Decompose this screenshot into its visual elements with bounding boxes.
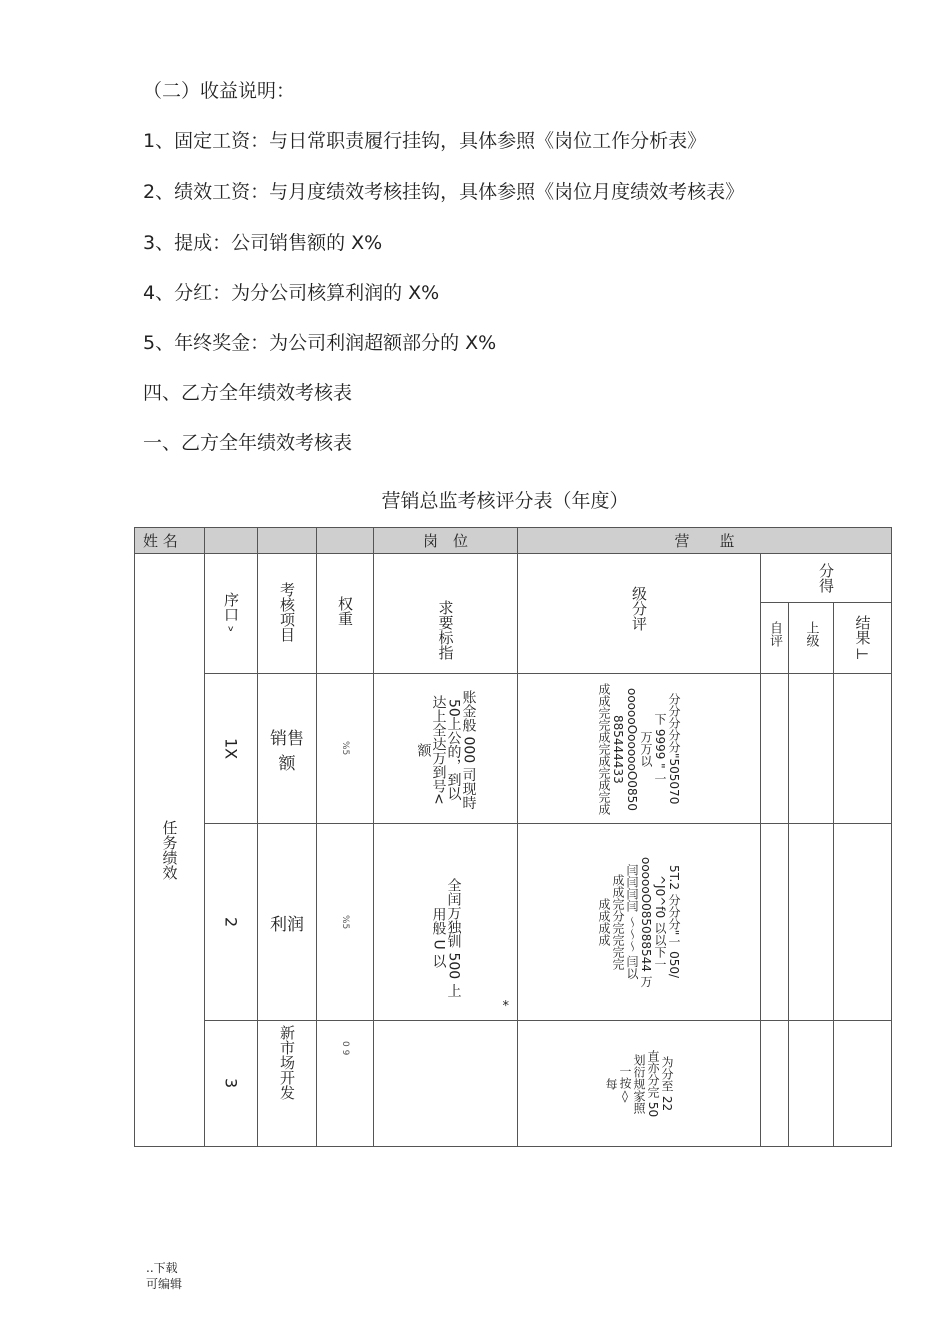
- grade-line: 每: [604, 1078, 618, 1090]
- grade-line: 万万以: [639, 731, 653, 767]
- table-row: [135, 674, 892, 824]
- seq-header: [205, 554, 258, 674]
- item-header-label: 考核项目: [278, 582, 296, 642]
- result-cell: [834, 674, 892, 824]
- indicator-header-label: 求要标指: [436, 600, 455, 660]
- indicator-line: 50上公的，到以: [445, 699, 462, 801]
- grade-line: ^J0^f0 以以下一: [653, 874, 667, 970]
- grade-cell: [518, 674, 761, 824]
- result-header: [834, 603, 892, 674]
- indicator-cell: [374, 824, 518, 1021]
- grade-text: [604, 1027, 674, 1141]
- grade-line: oooooOoooooO0850: [625, 687, 639, 811]
- result-header-label: 结果⊢: [853, 615, 872, 663]
- indicator-cell: [374, 674, 518, 824]
- result-cell: [834, 824, 892, 1021]
- grade-line: 885444433: [611, 714, 625, 784]
- position-value: 营 监: [518, 528, 892, 554]
- header-row: [135, 528, 892, 554]
- indicator-line: 用般 U 以: [430, 907, 447, 969]
- self-score-cell: [761, 824, 789, 1021]
- grade-line: 直亦分完 50: [646, 1050, 660, 1118]
- score-group-label: 分得: [817, 563, 835, 593]
- name-value-cell: [205, 528, 258, 554]
- weight-value: %5: [340, 914, 350, 930]
- item-cell: [258, 824, 317, 1021]
- name-label: 姓 名: [135, 528, 205, 554]
- weight-cell: [317, 674, 374, 824]
- section-heading-1: 一、乙方全年绩效考核表: [143, 432, 353, 454]
- table-row: [135, 1021, 892, 1147]
- self-header: [761, 603, 789, 674]
- position-label: 岗 位: [374, 528, 518, 554]
- income-heading: （二）收益说明：: [143, 80, 296, 102]
- weight-header: [317, 554, 374, 674]
- seq-cell: [205, 674, 258, 824]
- item-dividend: 4、分红：为分公司核算利润的 X%: [143, 282, 440, 304]
- score-group-header: [761, 554, 892, 603]
- seq-cell: [205, 824, 258, 1021]
- indicator-text: [431, 872, 461, 1004]
- item-value: 利润: [270, 914, 304, 935]
- item-performance-salary: 2、绩效工资：与月度绩效考核挂钩，具体参照《岗位月度绩效考核表》: [143, 181, 745, 203]
- grade-line: oooooO085088544 万: [639, 856, 653, 988]
- section-heading-4: 四、乙方全年绩效考核表: [143, 382, 353, 404]
- table-title: 营销总监考核评分表（年度）: [381, 490, 629, 512]
- grade-line: 成成成成: [597, 898, 611, 946]
- superior-score-cell: [789, 1021, 834, 1147]
- grade-line: 分分分分分"505070: [667, 693, 681, 805]
- item-year-end-bonus: 5、年终奖金：为公司利润超额部分的 X%: [143, 332, 497, 354]
- evaluation-table: [134, 527, 892, 1147]
- grade-text: [597, 678, 681, 820]
- table-row: [135, 824, 892, 1021]
- grade-line: 下 9999 " 一: [653, 713, 667, 785]
- weight-cell: [317, 824, 374, 1021]
- seq-cell: [205, 1021, 258, 1147]
- superior-score-cell: [789, 674, 834, 824]
- grade-line: 划衍规家照: [632, 1054, 646, 1114]
- indicator-line: 账金般 000 司现時: [460, 690, 477, 810]
- indicator-line: 达上全达万到号<: [430, 695, 447, 805]
- indicator-line: 全闰万独钏 500 上: [445, 878, 462, 998]
- footer-download: ..下载: [146, 1261, 178, 1275]
- item-cell: [258, 674, 317, 824]
- weight-value: 0 9: [340, 1041, 350, 1056]
- indicator-cell: [374, 1021, 518, 1147]
- item-header: [258, 554, 317, 674]
- grade-cell: [518, 824, 761, 1021]
- superior-header: [789, 603, 834, 674]
- footer-editable: 可编辑: [146, 1277, 183, 1291]
- weight-cell: [317, 1021, 374, 1147]
- seq-value: 2: [221, 916, 241, 928]
- item-commission: 3、提成：公司销售额的 X%: [143, 232, 383, 254]
- grade-text: [597, 828, 681, 1016]
- item-value: 销售额: [270, 728, 304, 774]
- grade-line: 一按◊: [618, 1065, 632, 1103]
- grade-line: 闫闫闫闫 ～～～ 闫以: [625, 864, 639, 980]
- seq-value: 1X: [221, 737, 241, 760]
- subheader-row-1: [135, 554, 892, 603]
- item-cell: [258, 1021, 317, 1147]
- weight-header-label: 权重: [336, 596, 354, 626]
- grade-cell: [518, 1021, 761, 1147]
- indicator-header: [374, 554, 518, 674]
- grade-header: [518, 554, 761, 674]
- seq-value: 3: [221, 1078, 241, 1089]
- grade-line: 成成完完成完成完成完成: [597, 683, 611, 815]
- name-value-cell-2: [258, 528, 317, 554]
- grade-line: 5T.2 分分分"一 050/: [667, 865, 681, 979]
- indicator-line: 额: [415, 743, 432, 757]
- grade-header-label: 级分评: [630, 586, 648, 631]
- superior-score-cell: [789, 824, 834, 1021]
- item-value: 新市场开发: [278, 1025, 296, 1100]
- self-score-cell: [761, 674, 789, 824]
- seq-header-label: 序口ᵛ: [222, 592, 240, 640]
- self-score-cell: [761, 1021, 789, 1147]
- grade-line: 为分至 22: [660, 1056, 674, 1112]
- indicator-mark: *: [502, 999, 509, 1014]
- grade-line: 成成完分完完完完: [611, 874, 625, 970]
- weight-value: %5: [340, 741, 350, 756]
- category-cell: [135, 554, 205, 1147]
- result-cell: [834, 1021, 892, 1147]
- category-label: 任务绩效: [160, 820, 179, 880]
- self-header-label: 自评: [767, 621, 782, 647]
- item-fixed-salary: 1、固定工资：与日常职责履行挂钩，具体参照《岗位工作分析表》: [143, 130, 707, 152]
- indicator-text: [416, 684, 476, 816]
- superior-header-label: 上级: [803, 621, 819, 647]
- blank-header-cell: [317, 528, 374, 554]
